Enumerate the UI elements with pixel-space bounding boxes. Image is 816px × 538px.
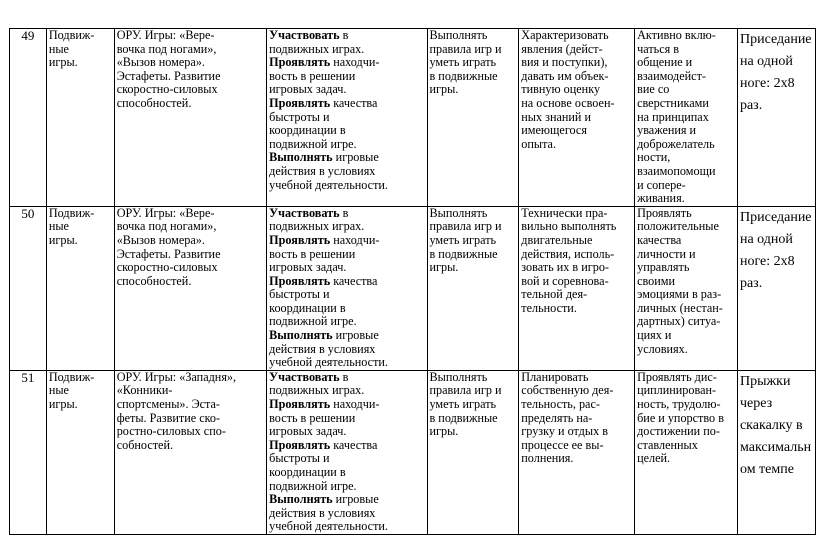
activity-verb: Выполнять xyxy=(269,328,333,343)
activity-verb: Участвовать xyxy=(269,205,340,220)
homework: Приседание на одной ноге: 2х8 раз. xyxy=(737,29,815,207)
activity-verb: Проявлять xyxy=(269,437,331,452)
subject-results: Выполнять правила игр и уметь играть в подвижные игры. xyxy=(427,29,519,207)
lesson-row-49 xyxy=(10,29,816,207)
activity-verb: Выполнять xyxy=(269,492,333,507)
lesson-row-51 xyxy=(10,370,816,534)
lesson-topic: ОРУ. Игры: «Вере- вочка под ногами», «Вызов номера». Эстафеты. Развитие скоростно-силовых способностей. xyxy=(114,29,266,207)
activity-text: находчи- вость в решении игровых задач. xyxy=(269,55,380,97)
activity-text: игровые действия в условиях учебной деятельности. xyxy=(269,328,388,370)
lesson-section: Подвиж- ные игры. xyxy=(46,29,114,207)
activity-verb: Проявлять xyxy=(269,273,331,288)
subject-results: Выполнять правила игр и уметь играть в подвижные игры. xyxy=(427,206,519,370)
lesson-activities xyxy=(267,206,427,370)
activity-text: игровые действия в условиях учебной деятельности. xyxy=(269,150,388,192)
personal-results: Активно вклю- чаться в общение и взаимодейст- вие со сверстниками на принципах уважения и доброжелатель ности, взаимопомощи и сопере- живания. xyxy=(635,29,738,207)
lesson-number: 51 xyxy=(10,370,47,534)
activity-verb: Участвовать xyxy=(269,28,340,42)
lesson-topic: ОРУ. Игры: «Вере- вочка под ногами», «Вызов номера». Эстафеты. Развитие скоростно-силовых способностей. xyxy=(114,206,266,370)
activity-text: в подвижных играх. xyxy=(269,205,365,234)
meta-results: Планировать собственную дея- тельность, рас- пределять на- грузку и отдых в процессе ее вы- полнения. xyxy=(519,370,635,534)
activity-verb: Проявлять xyxy=(269,95,331,110)
activity-verb: Проявлять xyxy=(269,55,331,70)
activity-verb: Участвовать xyxy=(269,369,340,384)
lesson-activities xyxy=(267,370,427,534)
homework: Приседание на одной ноге: 2х8 раз. xyxy=(737,206,815,370)
activity-verb: Проявлять xyxy=(269,232,331,247)
activity-text: игровые действия в условиях учебной деятельности. xyxy=(269,492,388,534)
activity-verb: Проявлять xyxy=(269,397,331,412)
lesson-activities xyxy=(267,29,427,207)
lesson-section: Подвиж- ные игры. xyxy=(46,370,114,534)
lesson-number: 50 xyxy=(10,206,47,370)
subject-results: Выполнять правила игр и уметь играть в подвижные игры. xyxy=(427,370,519,534)
lesson-plan-table xyxy=(9,28,816,535)
activity-text: находчи- вость в решении игровых задач. xyxy=(269,232,380,275)
meta-results: Характеризовать явления (дейст- вия и поступки), давать им объек- тивную оценку на основе освоен- ных знаний и имеющегося опыта. xyxy=(519,29,635,207)
homework: Прыжки через скакалку в максимальн ом темпе xyxy=(737,370,815,534)
activity-text: качества быстроты и координации в подвижной игре. xyxy=(269,437,378,493)
activity-text: в подвижных играх. xyxy=(269,28,365,56)
activity-text: качества быстроты и координации в подвижной игре. xyxy=(269,95,378,151)
lesson-topic: ОРУ. Игры: «Западня», «Конники- спортсмены». Эста- феты. Развитие ско- ростно-силовых спо- собностей. xyxy=(114,370,266,534)
lesson-section: Подвиж- ные игры. xyxy=(46,206,114,370)
activity-verb: Выполнять xyxy=(269,150,333,165)
meta-results: Технически пра- вильно выполнять двигательные действия, исполь- зовать их в игро- вой и соревнова- тельной дея- тельности. xyxy=(519,206,635,370)
personal-results: Проявлять дис- циплинирован- ность, трудолю- бие и упорство в достижении по- ставленных целей. xyxy=(635,370,738,534)
activity-text: в подвижных играх. xyxy=(269,369,365,398)
activity-text: качества быстроты и координации в подвижной игре. xyxy=(269,273,378,329)
lesson-row-50 xyxy=(10,206,816,370)
lesson-number: 49 xyxy=(10,29,47,207)
activity-text: находчи- вость в решении игровых задач. xyxy=(269,397,380,439)
personal-results: Проявлять положительные качества личности и управлять своими эмоциями в раз- личных (нестан- дартных) ситуа- циях и условиях. xyxy=(635,206,738,370)
